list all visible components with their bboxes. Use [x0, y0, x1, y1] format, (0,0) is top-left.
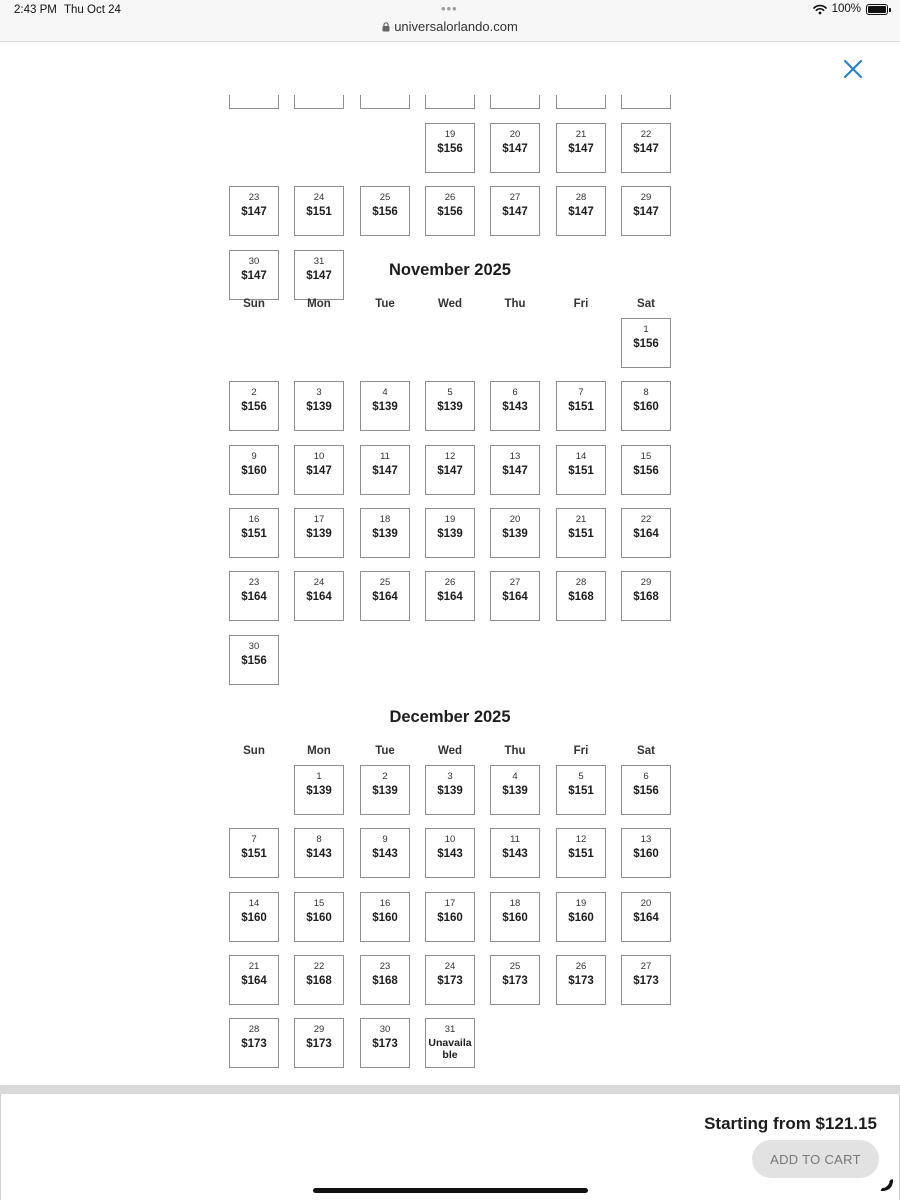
day-cell[interactable]	[360, 828, 410, 878]
day-number: 21	[575, 514, 587, 525]
day-cell[interactable]	[621, 892, 671, 942]
day-cell[interactable]	[621, 318, 671, 368]
day-number: 27	[509, 192, 521, 203]
day-number: 16	[379, 898, 391, 909]
day-price: $147	[306, 465, 332, 477]
day-cell[interactable]	[425, 828, 475, 878]
day-number: 5	[447, 387, 453, 398]
day-number: 16	[248, 514, 260, 525]
weekday-header: Sun	[243, 298, 265, 310]
status-time: 2:43 PM	[14, 4, 57, 16]
day-price: $151	[568, 785, 594, 797]
day-cell[interactable]	[229, 381, 279, 431]
day-price: $143	[502, 848, 528, 860]
day-cell[interactable]	[556, 828, 606, 878]
day-number: 6	[643, 771, 649, 782]
day-price: $156	[241, 655, 267, 667]
day-cell[interactable]	[360, 186, 410, 236]
day-number: 26	[444, 577, 456, 588]
day-cell[interactable]	[294, 445, 344, 495]
day-price: $156	[241, 401, 267, 413]
day-number: 29	[640, 577, 652, 588]
day-cell-partial[interactable]	[360, 95, 410, 109]
day-number: 15	[640, 451, 652, 462]
day-cell[interactable]	[490, 508, 540, 558]
cart-footer	[0, 1094, 900, 1200]
day-price: $139	[437, 401, 463, 413]
day-price: $147	[241, 206, 267, 218]
day-cell[interactable]	[229, 828, 279, 878]
day-cell[interactable]	[556, 955, 606, 1005]
close-icon[interactable]	[841, 57, 865, 81]
weekday-header: Mon	[307, 298, 331, 310]
day-number: 20	[509, 514, 521, 525]
day-price: $147	[502, 465, 528, 477]
weekday-header: Sun	[243, 745, 265, 757]
day-number: 23	[248, 192, 260, 203]
weekday-header: Sat	[637, 745, 655, 757]
day-cell[interactable]	[621, 186, 671, 236]
day-number: 5	[578, 771, 584, 782]
day-number: 13	[640, 834, 652, 845]
day-price: $173	[568, 975, 594, 987]
day-price: $139	[306, 785, 332, 797]
day-price: $164	[502, 591, 528, 603]
day-price: $151	[568, 465, 594, 477]
day-price: $160	[306, 912, 332, 924]
day-cell[interactable]	[621, 765, 671, 815]
day-price: $147	[633, 206, 659, 218]
wifi-icon	[813, 4, 827, 15]
day-number: 20	[640, 898, 652, 909]
day-cell[interactable]	[556, 381, 606, 431]
day-number: 18	[509, 898, 521, 909]
day-price: $147	[568, 143, 594, 155]
day-number: 10	[444, 834, 456, 845]
day-number: 24	[313, 577, 325, 588]
day-price: $147	[372, 465, 398, 477]
day-price: $139	[372, 528, 398, 540]
day-number: 29	[640, 192, 652, 203]
day-number: 30	[379, 1024, 391, 1035]
day-cell[interactable]	[229, 1018, 279, 1068]
lock-icon	[382, 22, 390, 32]
url-text: universalorlando.com	[394, 19, 518, 34]
weekday-header: Wed	[437, 745, 463, 757]
day-price: $173	[306, 1038, 332, 1050]
day-price: $173	[241, 1038, 267, 1050]
day-cell[interactable]	[556, 123, 606, 173]
day-number: 12	[575, 834, 587, 845]
day-price: $151	[568, 401, 594, 413]
day-cell[interactable]	[425, 508, 475, 558]
status-date: Thu Oct 24	[64, 4, 121, 16]
day-price: $143	[437, 848, 463, 860]
day-price: $164	[241, 591, 267, 603]
phone-icon[interactable]	[878, 1176, 896, 1194]
day-cell[interactable]	[425, 892, 475, 942]
day-cell[interactable]	[229, 186, 279, 236]
day-number: 22	[313, 961, 325, 972]
day-number: 4	[382, 387, 388, 398]
day-number: 28	[248, 1024, 260, 1035]
day-number: 11	[380, 451, 390, 462]
weekday-header: Tue	[375, 745, 395, 757]
day-number: 28	[575, 192, 587, 203]
day-price: $156	[437, 206, 463, 218]
day-price: $147	[502, 206, 528, 218]
weekday-header: Sat	[637, 298, 655, 310]
day-cell[interactable]	[490, 955, 540, 1005]
day-price: $160	[241, 465, 267, 477]
status-bar	[0, 0, 900, 42]
day-price: $168	[568, 591, 594, 603]
day-number: 8	[643, 387, 649, 398]
day-cell[interactable]	[360, 892, 410, 942]
address-bar[interactable]	[0, 19, 900, 34]
day-number: 4	[512, 771, 518, 782]
day-cell[interactable]	[294, 571, 344, 621]
day-price: $164	[372, 591, 398, 603]
day-price: $173	[633, 975, 659, 987]
day-number: 14	[575, 451, 587, 462]
day-number: 21	[248, 961, 260, 972]
day-cell[interactable]	[229, 892, 279, 942]
day-price: $160	[633, 848, 659, 860]
day-cell[interactable]	[556, 892, 606, 942]
day-price: $160	[568, 912, 594, 924]
day-number: 26	[575, 961, 587, 972]
add-to-cart-button[interactable]: ADD TO CART	[752, 1140, 879, 1178]
day-cell[interactable]	[556, 445, 606, 495]
day-price: $173	[437, 975, 463, 987]
day-number: 26	[444, 192, 456, 203]
tab-menu-dots-icon[interactable]: •••	[441, 1, 458, 16]
day-cell[interactable]	[229, 955, 279, 1005]
day-number: 9	[251, 451, 257, 462]
day-cell-unavailable[interactable]	[425, 1018, 475, 1068]
day-price: $143	[372, 848, 398, 860]
day-cell[interactable]	[360, 1018, 410, 1068]
battery-level	[868, 6, 886, 13]
day-cell[interactable]	[556, 508, 606, 558]
day-cell[interactable]	[360, 571, 410, 621]
day-cell[interactable]	[294, 828, 344, 878]
weekday-header: Tue	[375, 298, 395, 310]
day-number: 15	[313, 898, 325, 909]
day-number: 31	[444, 1024, 456, 1035]
day-price: $164	[241, 975, 267, 987]
day-price: $139	[437, 785, 463, 797]
day-number: 10	[313, 451, 325, 462]
day-number: 23	[248, 577, 260, 588]
day-price: $147	[633, 143, 659, 155]
day-number: 7	[578, 387, 584, 398]
day-number: 27	[640, 961, 652, 972]
day-cell-partial[interactable]	[490, 95, 540, 109]
battery-icon	[866, 4, 888, 15]
day-cell[interactable]	[621, 828, 671, 878]
status-indicators	[813, 3, 888, 15]
day-price: $160	[502, 912, 528, 924]
starting-price-text: Starting from $121.15	[704, 1114, 877, 1133]
day-price: $139	[502, 528, 528, 540]
day-price: $168	[372, 975, 398, 987]
day-cell[interactable]	[490, 571, 540, 621]
day-price: $156	[633, 785, 659, 797]
day-price: $156	[372, 206, 398, 218]
day-price: $160	[241, 912, 267, 924]
day-cell-partial[interactable]	[229, 95, 279, 109]
day-cell[interactable]	[425, 955, 475, 1005]
day-cell[interactable]	[229, 445, 279, 495]
day-number: 25	[379, 192, 391, 203]
day-cell[interactable]	[490, 765, 540, 815]
day-cell[interactable]	[229, 571, 279, 621]
day-cell[interactable]	[294, 765, 344, 815]
day-number: 7	[251, 834, 257, 845]
day-number: 14	[248, 898, 260, 909]
day-cell[interactable]	[294, 892, 344, 942]
day-number: 24	[444, 961, 456, 972]
day-price: $173	[372, 1038, 398, 1050]
month-title: November 2025	[389, 261, 511, 279]
day-number: 20	[509, 129, 521, 140]
day-cell-partial[interactable]	[294, 95, 344, 109]
day-cell[interactable]	[490, 381, 540, 431]
day-cell[interactable]	[556, 765, 606, 815]
day-price: $139	[306, 401, 332, 413]
day-number: 30	[248, 641, 260, 652]
day-price: $147	[437, 465, 463, 477]
weekday-header: Wed	[437, 298, 463, 310]
day-number: 12	[444, 451, 456, 462]
day-price: Unavaila ble	[428, 1037, 472, 1061]
day-number: 19	[444, 129, 456, 140]
day-price: $143	[306, 848, 332, 860]
day-cell[interactable]	[556, 186, 606, 236]
day-number: 27	[509, 577, 521, 588]
weekday-header: Thu	[504, 298, 526, 310]
day-price: $164	[437, 591, 463, 603]
day-cell[interactable]	[556, 571, 606, 621]
day-price: $139	[372, 785, 398, 797]
day-cell[interactable]	[360, 765, 410, 815]
day-cell-partial[interactable]	[621, 95, 671, 109]
day-number: 29	[313, 1024, 325, 1035]
day-price: $160	[633, 401, 659, 413]
day-price: $160	[372, 912, 398, 924]
day-price: $160	[437, 912, 463, 924]
day-number: 3	[316, 387, 322, 398]
day-cell[interactable]	[425, 381, 475, 431]
day-number: 17	[313, 514, 325, 525]
day-cell[interactable]	[490, 892, 540, 942]
day-price: $151	[306, 206, 332, 218]
day-cell[interactable]	[621, 123, 671, 173]
day-number: 19	[444, 514, 456, 525]
day-number: 17	[444, 898, 456, 909]
day-cell[interactable]	[621, 955, 671, 1005]
day-number: 11	[510, 834, 520, 845]
day-price: $151	[568, 848, 594, 860]
day-cell[interactable]	[425, 765, 475, 815]
day-cell[interactable]	[294, 1018, 344, 1068]
day-price: $168	[306, 975, 332, 987]
day-cell[interactable]	[490, 828, 540, 878]
weekday-header: Thu	[504, 745, 526, 757]
day-number: 21	[575, 129, 587, 140]
day-number: 28	[575, 577, 587, 588]
day-price: $164	[633, 912, 659, 924]
day-number: 30	[248, 256, 260, 267]
day-cell[interactable]	[360, 955, 410, 1005]
day-cell[interactable]	[294, 508, 344, 558]
day-cell[interactable]	[490, 123, 540, 173]
day-cell[interactable]	[621, 571, 671, 621]
day-number: 3	[447, 771, 453, 782]
day-price: $173	[502, 975, 528, 987]
day-number: 23	[379, 961, 391, 972]
day-number: 31	[313, 256, 325, 267]
day-price: $168	[633, 591, 659, 603]
day-number: 2	[382, 771, 388, 782]
day-number: 18	[379, 514, 391, 525]
day-number: 2	[251, 387, 257, 398]
day-cell[interactable]	[621, 508, 671, 558]
day-cell[interactable]	[294, 955, 344, 1005]
day-number: 22	[640, 514, 652, 525]
weekday-header: Mon	[307, 745, 331, 757]
day-cell[interactable]	[621, 445, 671, 495]
day-number: 25	[379, 577, 391, 588]
day-price: $139	[437, 528, 463, 540]
day-cell[interactable]	[490, 186, 540, 236]
day-number: 8	[316, 834, 322, 845]
day-number: 24	[313, 192, 325, 203]
day-cell[interactable]	[490, 445, 540, 495]
weekday-header: Fri	[573, 745, 589, 757]
day-price: $147	[568, 206, 594, 218]
month-title: December 2025	[389, 708, 511, 726]
day-cell[interactable]	[425, 445, 475, 495]
day-cell[interactable]	[229, 635, 279, 685]
day-cell[interactable]	[621, 381, 671, 431]
day-price: $156	[633, 465, 659, 477]
day-price: $139	[372, 401, 398, 413]
day-price: $143	[502, 401, 528, 413]
day-cell-partial[interactable]	[556, 95, 606, 109]
day-price: $151	[568, 528, 594, 540]
day-number: 1	[316, 771, 322, 782]
day-price: $151	[241, 528, 267, 540]
day-number: 13	[509, 451, 521, 462]
day-cell[interactable]	[294, 186, 344, 236]
weekday-header: Fri	[573, 298, 589, 310]
day-cell[interactable]	[360, 508, 410, 558]
day-number: 25	[509, 961, 521, 972]
day-price: $156	[437, 143, 463, 155]
day-cell-partial[interactable]	[425, 95, 475, 109]
day-cell[interactable]	[425, 123, 475, 173]
day-price: $156	[633, 338, 659, 350]
day-number: 19	[575, 898, 587, 909]
day-cell[interactable]	[294, 381, 344, 431]
day-price: $164	[633, 528, 659, 540]
day-number: 22	[640, 129, 652, 140]
day-price: $147	[502, 143, 528, 155]
day-cell[interactable]	[229, 508, 279, 558]
day-number: 9	[382, 834, 388, 845]
day-price: $147	[241, 270, 267, 282]
day-number: 1	[643, 324, 649, 335]
home-indicator	[313, 1188, 588, 1193]
day-cell[interactable]	[425, 186, 475, 236]
day-price: $139	[306, 528, 332, 540]
day-price: $164	[306, 591, 332, 603]
day-cell[interactable]	[360, 445, 410, 495]
footer-divider	[0, 1085, 900, 1094]
day-cell[interactable]	[425, 571, 475, 621]
battery-percent: 100%	[831, 3, 861, 15]
day-number: 6	[512, 387, 518, 398]
day-price: $139	[502, 785, 528, 797]
day-cell[interactable]	[360, 381, 410, 431]
day-price: $151	[241, 848, 267, 860]
day-price: $147	[306, 270, 332, 282]
